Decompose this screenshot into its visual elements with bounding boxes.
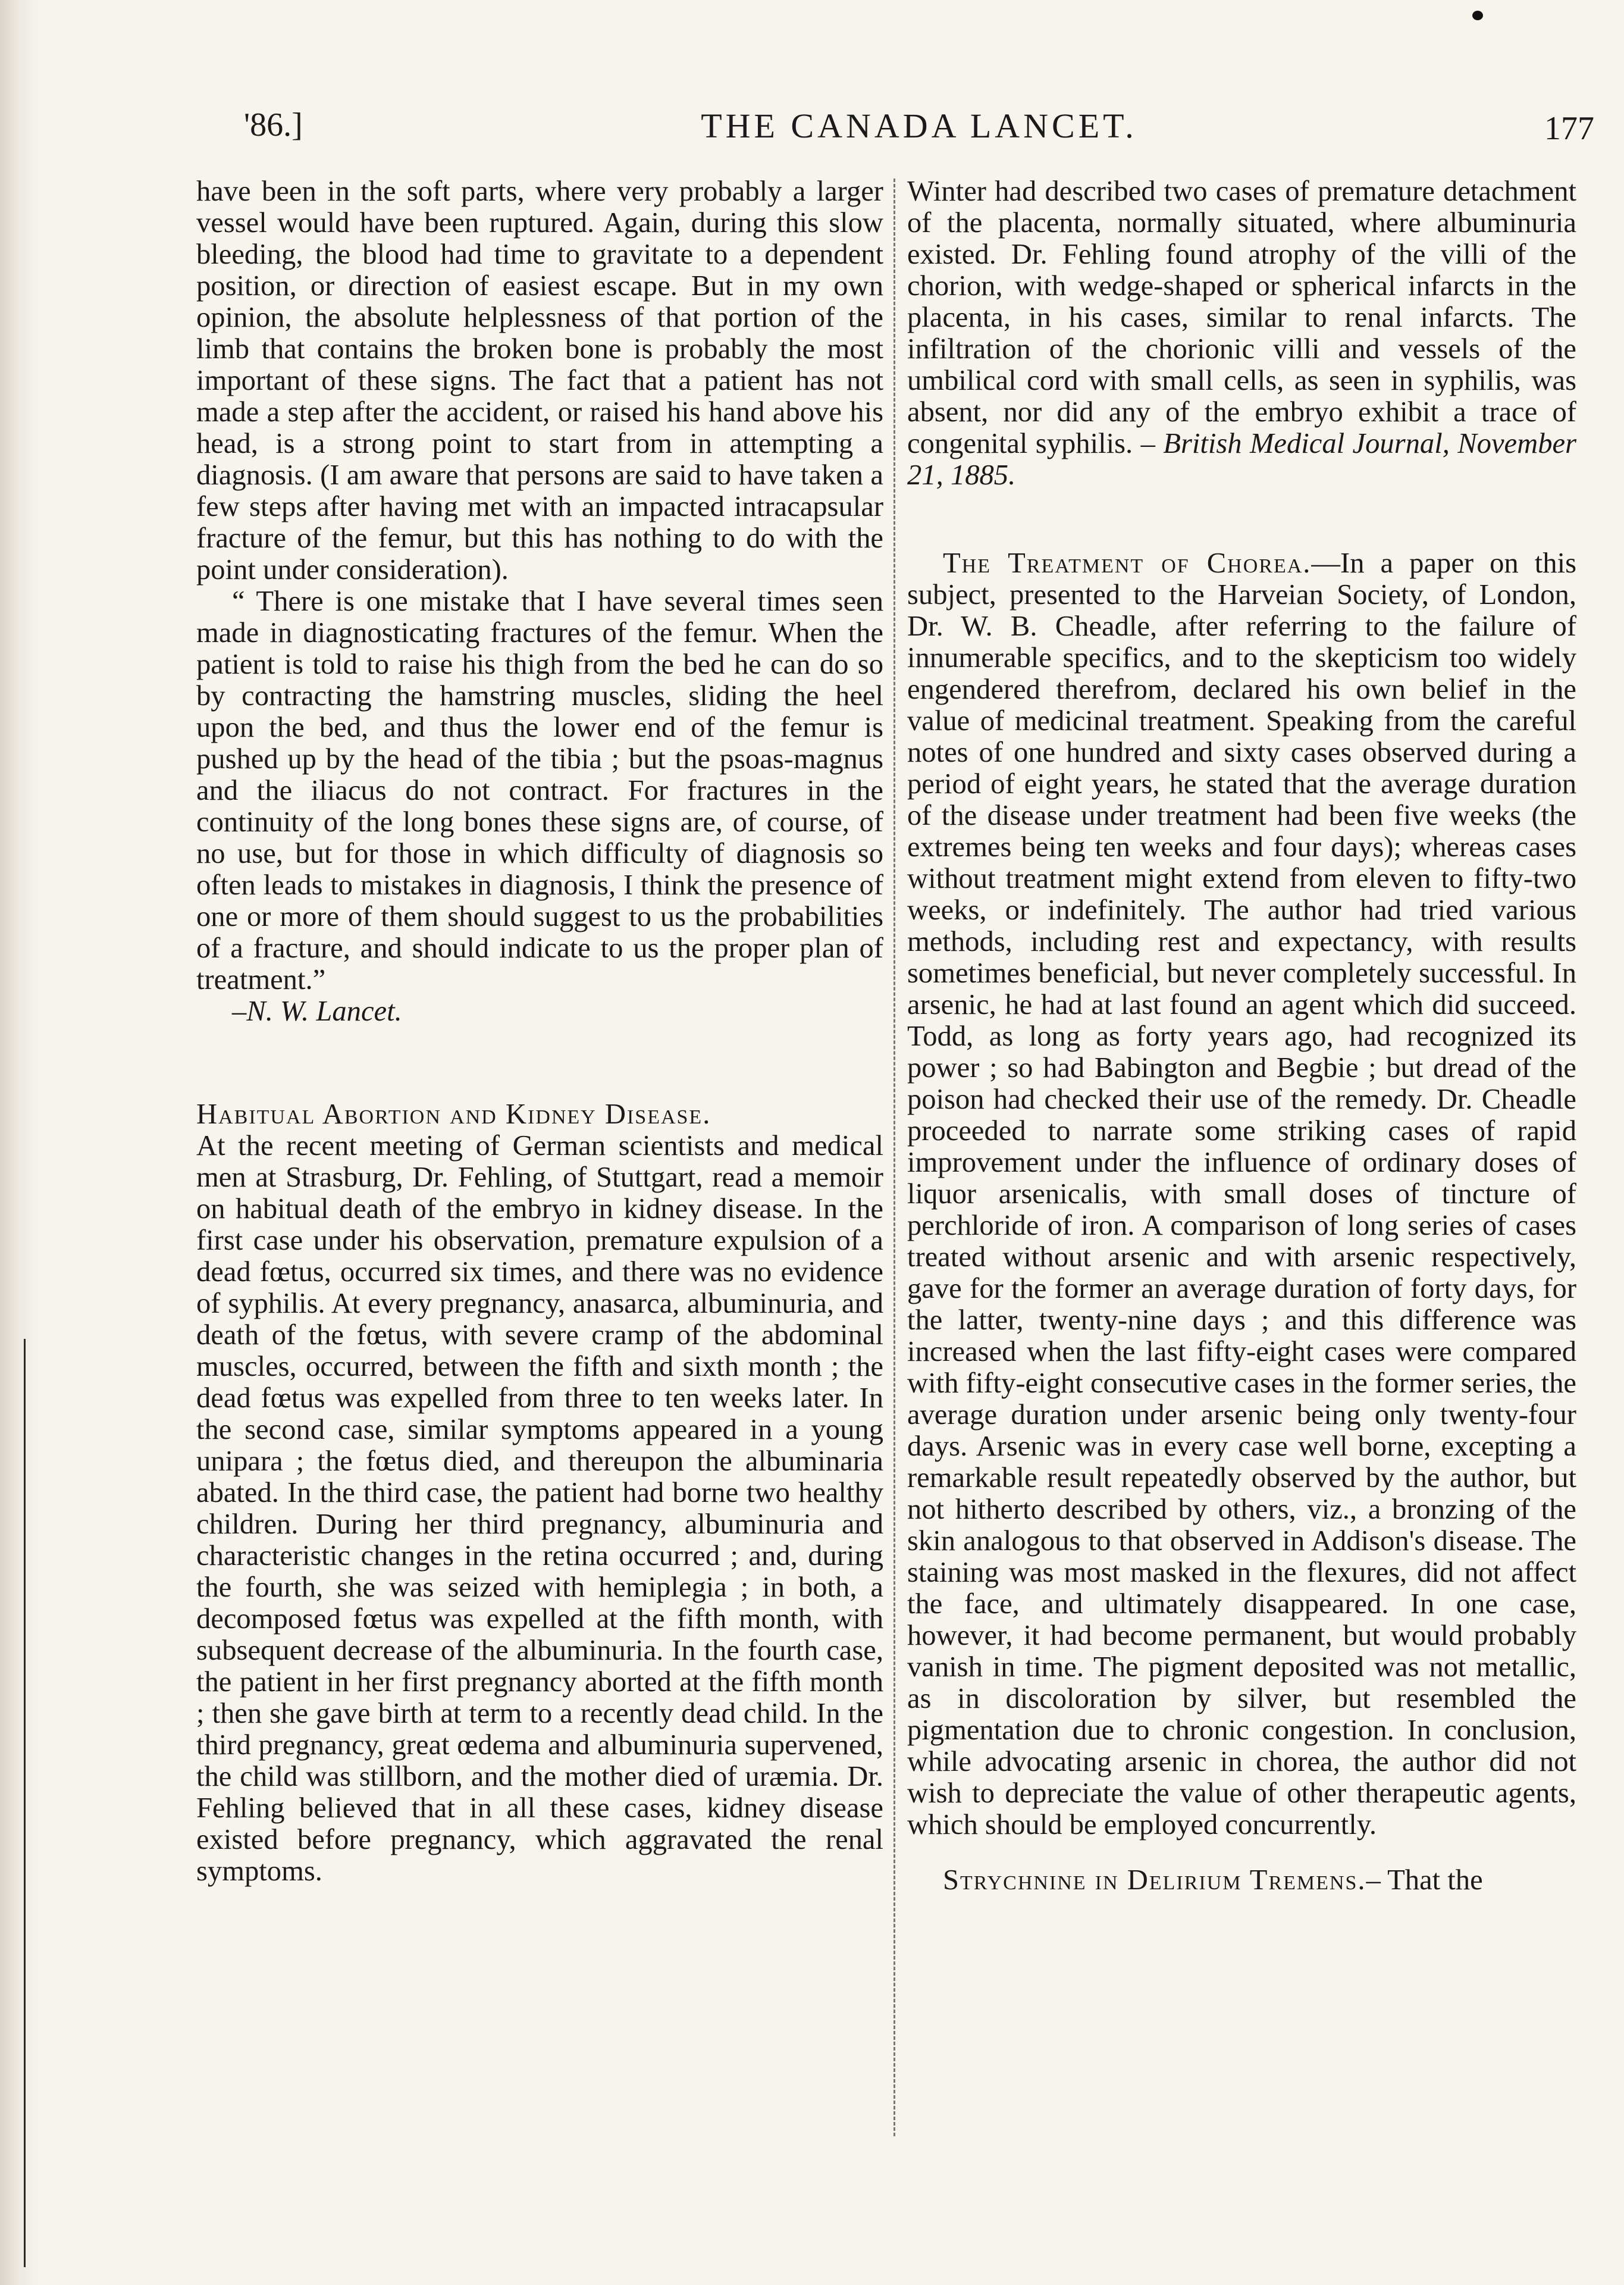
continued-paragraph-right <box>907 176 1576 491</box>
binding-shadow-line <box>24 1339 26 2267</box>
left-column <box>196 176 883 1887</box>
page-number: 177 <box>1544 110 1594 147</box>
right-column <box>907 176 1576 1896</box>
quote-source-text: –N. W. Lancet. <box>232 995 402 1027</box>
strychnine-body: – That the <box>1366 1864 1483 1896</box>
continued-text-right: Winter had described two cases of premature detachment of the placenta, normally situated, where albuminuria existed. Dr. Fehling found atrophy of the villi of the chorion, with wedge-shaped or spherical infarcts in the placenta, in his cases, similar to renal infarcts. The infiltration of the chorionic villi and vessels of the umbilical cord with small cells, as seen in syphilis, was absent, nor did any of the embryo exhibit a trace of congenital syphilis. <box>907 175 1576 459</box>
running-header <box>244 106 1594 159</box>
header-year: '86.] <box>244 107 303 143</box>
quote-source <box>196 996 883 1027</box>
chorea-body: —In a paper on this subject, presented to the Harveian Society, of London, Dr. W. B. Cheadle, after referring to the failure of innumerable specifics, and to the skepticism too widely engendered therefrom, declared his own belief in the value of medicinal treatment. Speaking from the careful notes of one hundred and sixty cases observed during a period of eight years, he stated that the average duration of the disease under treatment had been five weeks (the extremes being ten weeks and four days); whereas cases without treatment might extend from eleven to fifty-two weeks, or indefinitely. The author had tried various methods, including rest and expectancy, with results sometimes beneficial, but never completely successful. In arsenic, he had at last found an agent which did succeed. Todd, as long as forty years ago, had recognized its power ; so had Babington and Begbie ; but dread of the poison had checked their use of the remedy. Dr. Cheadle proceeded to narrate some striking cases of rapid improvement under the influence of ordinary doses of liquor arsenicalis, with small doses of tincture of perchloride of iron. A comparison of long series of cases treated without arsenic and with arsenic respectively, gave for the former an average duration of forty days, for the latter, twenty-nine days ; and this difference was increased when the last fifty-eight cases were compared with fifty-eight consecutive cases in the former series, the average duration under arsenic being only twenty-four days. Arsenic was in every case well borne, excepting a remarkable result repeatedly observed by the author, but not hitherto described by others, viz., a bronzing of the skin analogous to that observed in Addison's disease. The staining was most masked in the flexures, did not affect the face, and ultimately disappeared. In one case, however, it had become permanent, but would probably vanish in time. The pigment deposited was not metallic, as in discoloration by silver, but resembled the pigmentation due to chronic congestion. In conclusion, while advocating arsenic in chorea, the author did not wish to depreciate the value of other therapeutic agents, which should be employed concurrently. <box>907 547 1576 1840</box>
continued-paragraph: have been in the soft parts, where very probably a larger vessel would have been ruptured. Again, during this slow bleeding, the blood had time to gravitate to a dependent position, or direction of easiest escape. But in my own opinion, the absolute helplessness of that portion of the limb that contains the broken bone is probably the most important of these signs. The fact that a patient has not made a step after the accident, or raised his hand above his head, is a strong point to start from in attempting a diagnosis. (I am aware that persons are said to have taken a few steps after having met with an impacted intracapsular fracture of the femur, but this has nothing to do with the point under consideration). <box>196 175 883 586</box>
strychnine-heading: Strychnine in Delirium Tremens. <box>943 1864 1366 1896</box>
journal-title: THE CANADA LANCET. <box>701 107 1137 145</box>
continued-source: – British Medical Journal, November 21, 1885. <box>907 427 1576 491</box>
article-chorea <box>907 547 1576 1840</box>
article-heading-text: Habitual Abortion and Kidney Disease. <box>196 1098 711 1130</box>
quote-paragraph: “ There is one mistake that I have several times seen made in diagnosticating fractures of the femur. When the patient is told to raise his thigh from the bed he can do so by contracting the hamstring muscles, sliding the heel upon the bed, and thus the lower end of the femur is pushed up by the head of the tibia ; but the psoas-magnus and the iliacus do not contract. For fractures in the continuity of the long bones these signs are, of course, of no use, but for those in which difficulty of diagnosis so often leads to mistakes in diagnosis, I think the presence of one or more of them should suggest to us the probabilities of a fracture, and should indicate to us the proper plan of treatment.” <box>196 585 883 996</box>
chorea-heading: The Treatment of Chorea. <box>943 547 1312 579</box>
article-strychnine <box>907 1864 1576 1896</box>
column-divider <box>893 179 895 2136</box>
ink-smudge <box>1472 11 1483 20</box>
scan-page-edge <box>0 0 42 2285</box>
article-heading-habitual-abortion <box>196 1098 883 1130</box>
article-body-habitual-abortion: At the recent meeting of German scientists and medical men at Strasburg, Dr. Fehling, of Stuttgart, read a memoir on habitual death of the embryo in kidney disease. In the first case under his observation, premature expulsion of a dead fœtus, occurred six times, and there was no evidence of syphilis. At every pregnancy, anasarca, albuminuria, and death of the fœtus, with severe cramp of the abdominal muscles, occurred, between the fifth and sixth month ; the dead fœtus was expelled from three to ten weeks later. In the second case, similar symptoms appeared in a young unipara ; the fœtus died, and thereupon the albuminaria abated. In the third case, the patient had borne two healthy children. During her third pregnancy, albuminuria and characteristic changes in the retina occurred ; and, during the fourth, she was seized with hemiplegia ; in both, a decomposed fœtus was expelled at the fifth month, with subsequent decrease of the albuminuria. In the fourth case, the patient in her first pregnancy aborted at the fifth month ; then she gave birth at term to a recently dead child. In the third pregnancy, great œdema and albuminuria supervened, the child was stillborn, and the mother died of uræmia. Dr. Fehling believed that in all these cases, kidney disease existed before pregnancy, which aggravated the renal symptoms. <box>196 1129 883 1887</box>
